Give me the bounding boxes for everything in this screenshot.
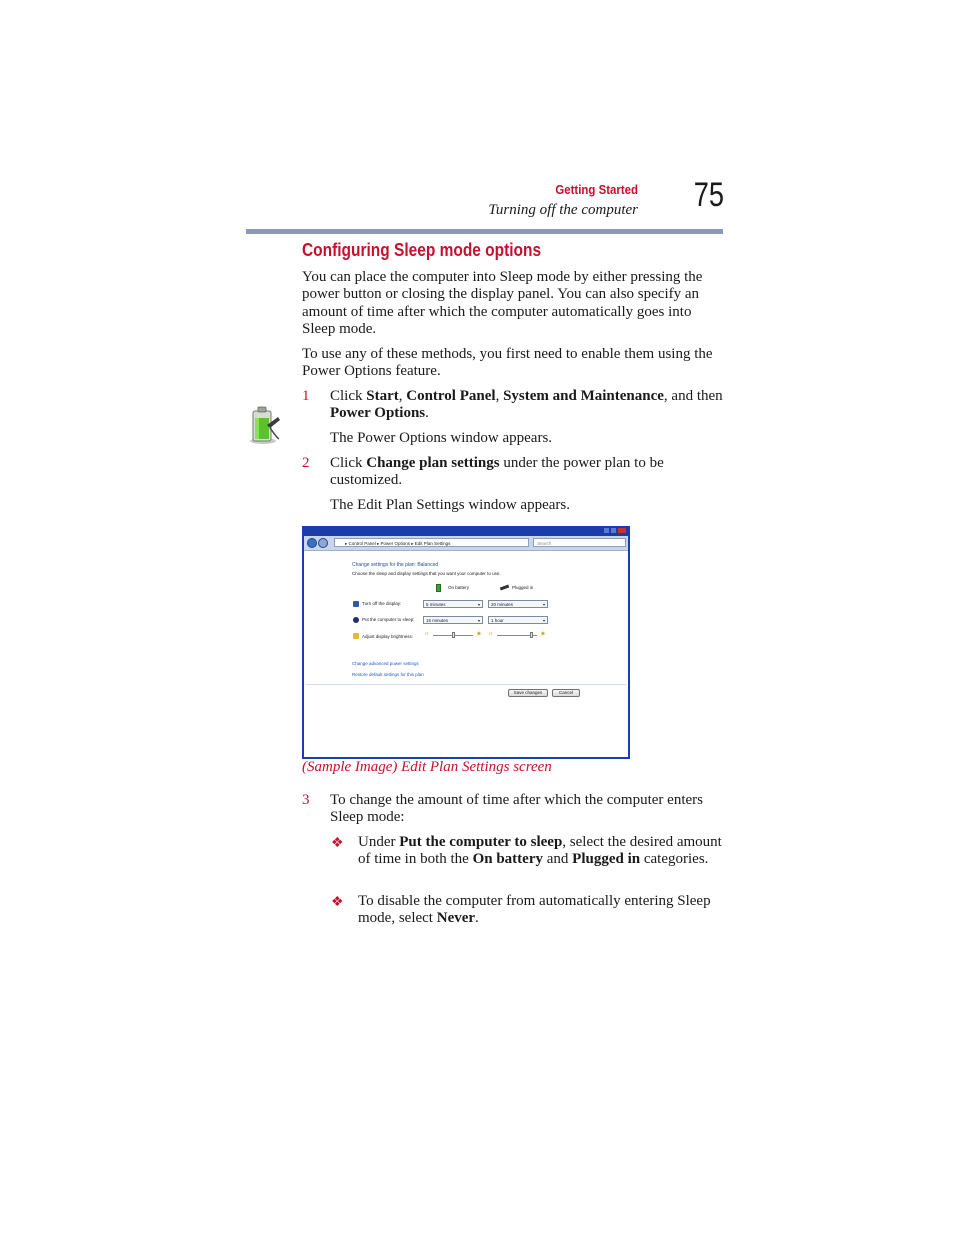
plan-subtitle: Choose the sleep and display settings that you want your computer to use. bbox=[352, 571, 501, 576]
advanced-settings-link: Change advanced power settings bbox=[352, 661, 419, 666]
row-label: Put the computer to sleep: bbox=[362, 617, 415, 622]
minimize-icon bbox=[604, 528, 609, 533]
bullet-text: Under Put the computer to sleep, select the desired amount of time in both the On battery and Plugged in categories. bbox=[358, 834, 722, 868]
column-plugged-in: Plugged in bbox=[512, 585, 534, 590]
edit-plan-settings-screenshot bbox=[302, 526, 630, 759]
save-changes-button: Save changes bbox=[508, 689, 548, 697]
display-icon bbox=[353, 601, 359, 607]
power-options-icon bbox=[246, 405, 282, 445]
close-icon bbox=[618, 528, 626, 533]
sleep-battery-select: 15 minutes ▾ bbox=[423, 616, 483, 624]
row-label: Adjust display brightness: bbox=[362, 634, 414, 639]
step-number: 2 bbox=[302, 455, 310, 471]
header-rule bbox=[246, 229, 723, 234]
step-result: The Edit Plan Settings window appears. bbox=[330, 497, 570, 513]
display-battery-select: 5 minutes ▾ bbox=[423, 600, 483, 608]
section-heading: Configuring Sleep mode options bbox=[302, 240, 542, 260]
bullet-text: To disable the computer from automatically entering Sleep mode, select Never. bbox=[358, 893, 711, 927]
sleep-moon-icon bbox=[353, 617, 359, 623]
address-bar-area bbox=[304, 536, 628, 551]
running-header-section: Getting Started bbox=[555, 182, 638, 197]
page-number: 75 bbox=[693, 176, 724, 214]
step-text: To change the amount of time after which the computer enters Sleep mode: bbox=[330, 792, 703, 826]
step-text: Click Start, Control Panel, System and Maintenance, and then Power Options. bbox=[330, 388, 723, 422]
cancel-button: Cancel bbox=[552, 689, 580, 697]
dim-sun-icon: ☼ bbox=[424, 631, 430, 637]
plug-icon bbox=[500, 585, 509, 591]
figure-caption: (Sample Image) Edit Plan Settings screen bbox=[302, 759, 552, 775]
restore-defaults-link: Restore default settings for this plan bbox=[352, 672, 424, 677]
search-input: Search bbox=[533, 538, 626, 547]
step-text: Click Change plan settings under the power plan to be customized. bbox=[330, 455, 664, 489]
forward-arrow-icon bbox=[318, 538, 328, 548]
window-titlebar bbox=[304, 528, 628, 536]
running-header-subsection: Turning off the computer bbox=[488, 202, 638, 218]
dim-sun-icon: ☼ bbox=[488, 631, 494, 637]
row-label: Turn off the display: bbox=[362, 601, 402, 606]
bright-sun-icon: ✷ bbox=[540, 631, 546, 638]
address-breadcrumb: ▸ Control Panel ▸ Power Options ▸ Edit Plan Settings bbox=[334, 538, 529, 547]
brightness-icon bbox=[353, 633, 359, 639]
back-arrow-icon bbox=[307, 538, 317, 548]
battery-brightness-slider bbox=[452, 632, 455, 638]
intro-paragraph: You can place the computer into Sleep mode by either pressing the power button or closing the display panel. You can also specify an amount of time after which the computer automatically goes into Sleep mode. bbox=[302, 269, 703, 337]
plan-title: Change settings for the plan: Balanced bbox=[352, 562, 439, 568]
display-plugged-select: 20 minutes ▾ bbox=[488, 600, 548, 608]
bullet-icon: ❖ bbox=[331, 836, 344, 851]
step-number: 1 bbox=[302, 388, 310, 404]
bright-sun-icon: ✷ bbox=[476, 631, 482, 638]
sleep-plugged-select: 1 hour ▾ bbox=[488, 616, 548, 624]
step-result: The Power Options window appears. bbox=[330, 430, 553, 446]
column-on-battery: On battery bbox=[448, 585, 470, 590]
step-number: 3 bbox=[302, 792, 310, 808]
footer-divider bbox=[306, 684, 626, 685]
maximize-icon bbox=[611, 528, 616, 533]
methods-paragraph: To use any of these methods, you first need to enable them using the Power Options feature. bbox=[302, 346, 713, 380]
battery-icon bbox=[436, 584, 441, 592]
plugged-brightness-slider bbox=[530, 632, 533, 638]
bullet-icon: ❖ bbox=[331, 895, 344, 910]
